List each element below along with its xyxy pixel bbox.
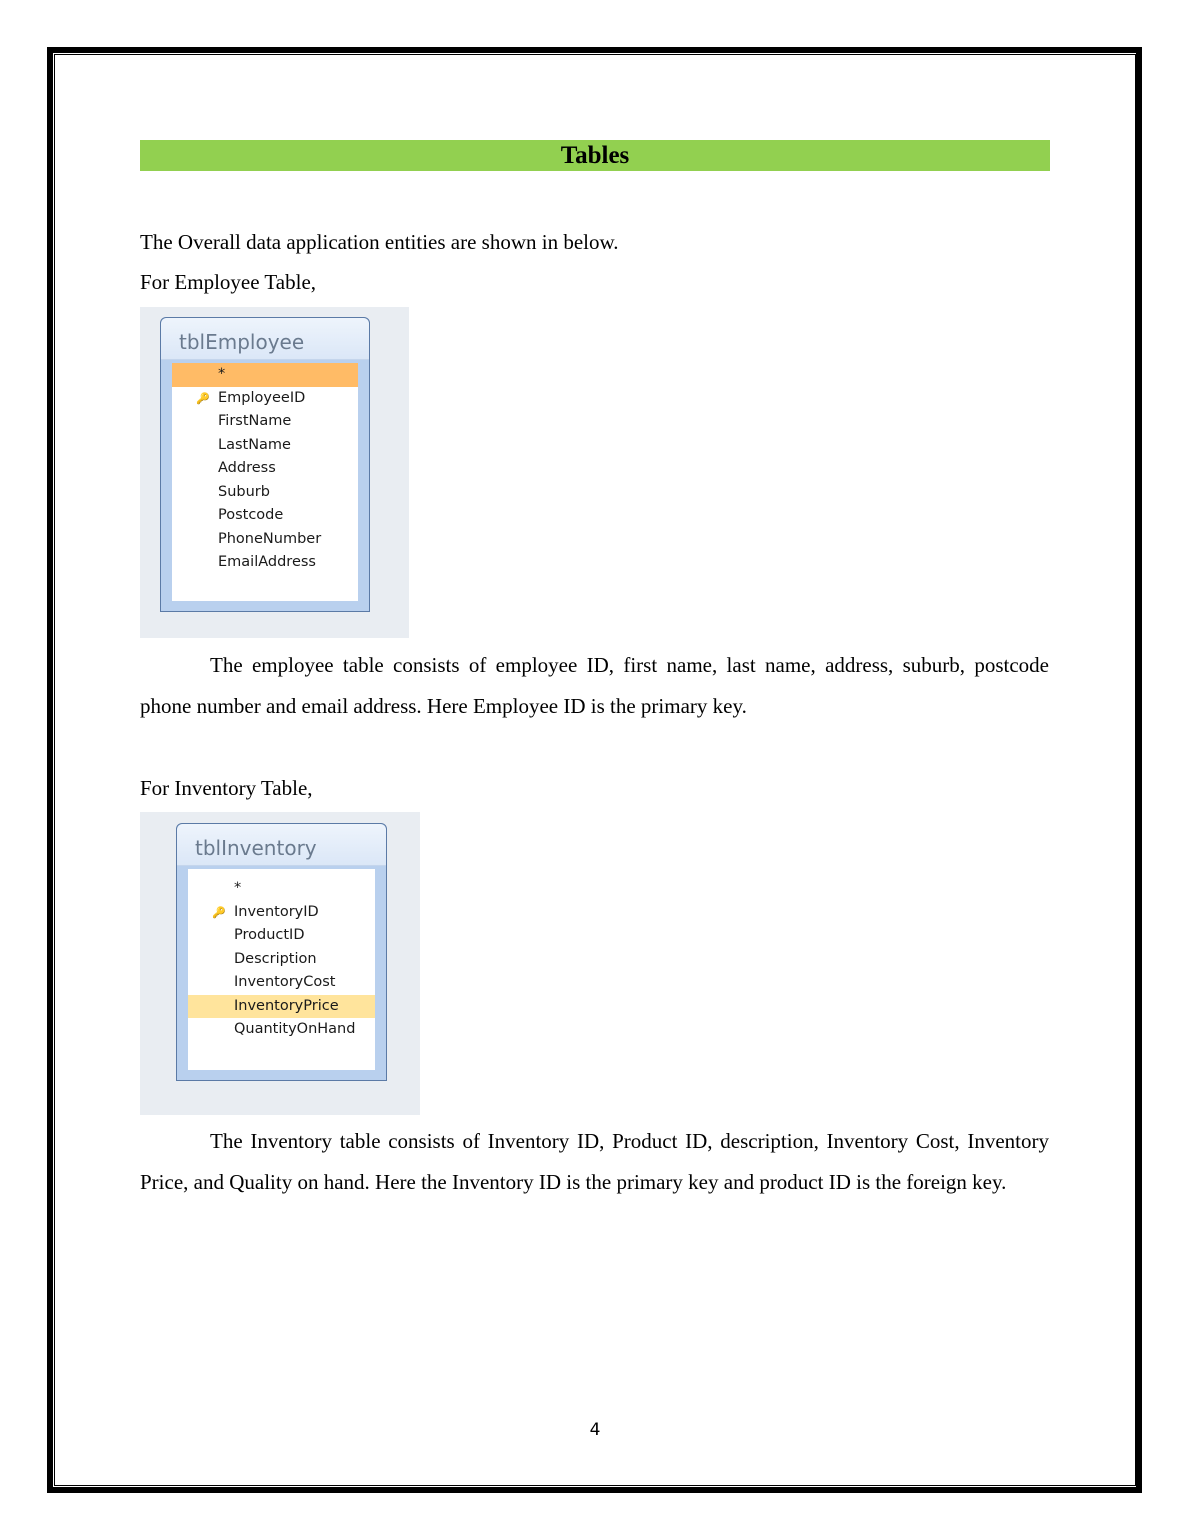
inventory-table-screenshot — [140, 812, 420, 1115]
field-name: QuantityOnHand — [234, 1021, 356, 1037]
employee-table-screenshot — [140, 307, 409, 638]
field-row — [172, 528, 358, 552]
page-number: 4 — [589, 1420, 601, 1440]
page-border-inner — [54, 54, 1136, 1486]
field-name: LastName — [218, 436, 291, 453]
field-row — [172, 457, 358, 481]
employee-description: The employee table consists of employee ID, first name, last name, address, suburb, postcode phone number and email address. Here Employee ID is the primary key. — [140, 653, 1049, 718]
field-name: ProductID — [234, 927, 305, 943]
field-name: EmailAddress — [218, 554, 316, 570]
field-row — [188, 877, 375, 901]
employee-label: For Employee Table, — [140, 270, 317, 294]
field-name: EmployeeID — [218, 389, 306, 406]
inventory-field-list — [188, 869, 375, 1070]
field-row — [172, 481, 358, 505]
field-row — [172, 363, 358, 387]
inventory-label: For Inventory Table, — [140, 776, 313, 800]
field-name: * — [218, 366, 226, 382]
field-name: InventoryCost — [234, 974, 336, 990]
field-row — [172, 387, 358, 411]
field-row — [172, 410, 358, 434]
inventory-table-window — [176, 823, 387, 1081]
field-name: Address — [218, 460, 276, 476]
field-name: Suburb — [218, 483, 270, 500]
intro-text: The Overall data application entities are shown in below. — [140, 230, 619, 254]
field-row — [172, 504, 358, 528]
field-name: InventoryID — [234, 903, 319, 920]
field-row — [188, 948, 375, 972]
field-row — [172, 551, 358, 575]
field-row — [188, 995, 375, 1019]
primary-key-icon: 🔑 — [196, 391, 210, 405]
primary-key-icon: 🔑 — [212, 905, 226, 919]
field-name: FirstName — [218, 413, 292, 429]
employee-field-list — [172, 363, 358, 601]
inventory-table-title: tblInventory — [177, 824, 386, 866]
field-name: Postcode — [218, 507, 284, 523]
field-row — [172, 434, 358, 458]
field-name: PhoneNumber — [218, 530, 322, 547]
field-row — [188, 971, 375, 995]
field-name: InventoryPrice — [234, 997, 339, 1014]
field-row — [188, 924, 375, 948]
field-name: Description — [234, 950, 317, 967]
employee-table-window — [160, 317, 370, 612]
inventory-description: The Inventory table consists of Inventory ID, Product ID, description, Inventory Cost, Inventory Price, and Quality on hand. Here the Inventory ID is the primary key and product ID is the foreign key. — [140, 1129, 1049, 1194]
field-row — [188, 901, 375, 925]
section-heading: Tables — [140, 140, 1050, 171]
field-row — [188, 1018, 375, 1042]
employee-table-title: tblEmployee — [161, 318, 369, 360]
field-name: * — [234, 880, 242, 896]
